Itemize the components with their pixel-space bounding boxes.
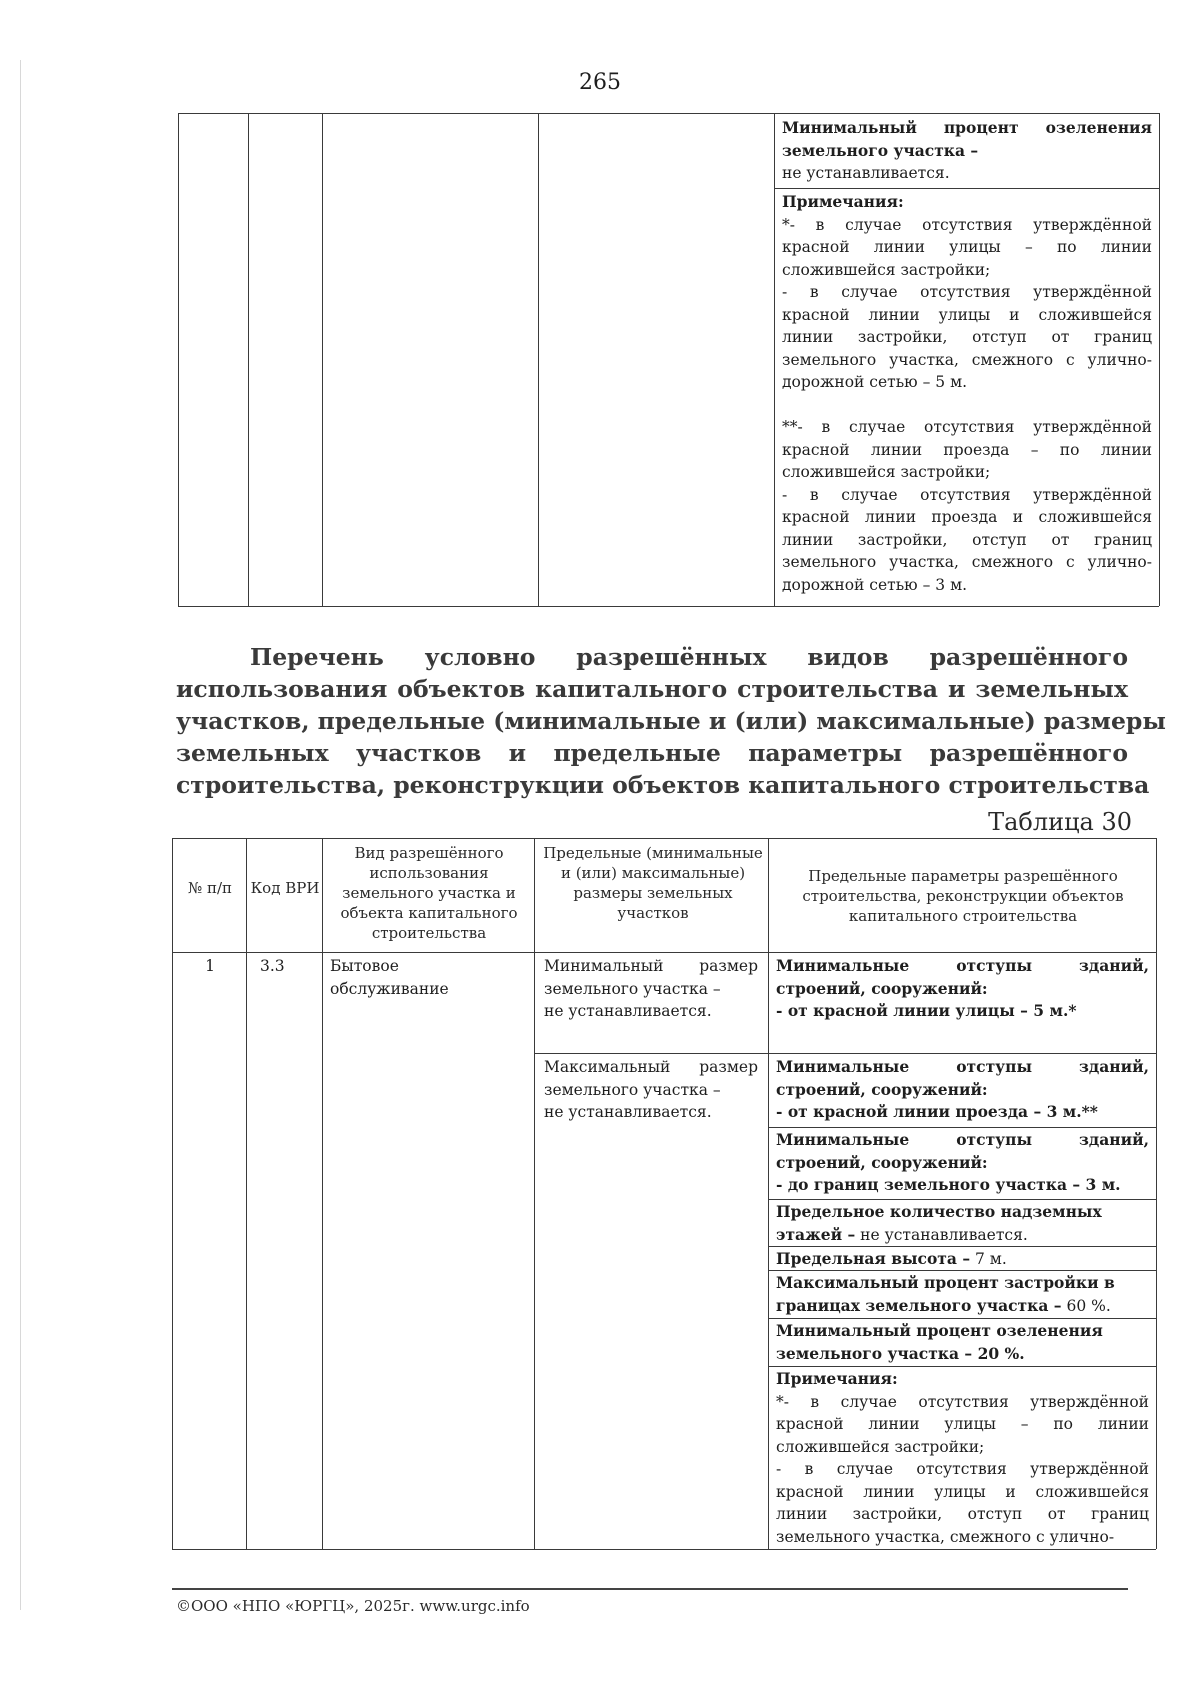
header-sizes: Предельные (минимальные и (или) максимальные) размеры земельных участков xyxy=(543,844,763,922)
min-size-value: не устанавливается. xyxy=(544,1002,712,1020)
note-line: сложившейся застройки; xyxy=(782,260,991,279)
top-notes-cell xyxy=(782,191,1152,596)
param-title: Максимальный процент застройки в границах земельного участка – xyxy=(776,1273,1115,1315)
param-setback-street xyxy=(776,955,1149,1023)
note-line: красной линии улицы – по линии xyxy=(776,1415,1149,1433)
note-line: сложившейся застройки; xyxy=(782,463,991,481)
row-code: 3.3 xyxy=(260,957,285,975)
footer-copyright: ©ООО «НПО «ЮРГЦ», 2025г. www.urgc.info xyxy=(176,1597,530,1615)
heading-line: Перечень условно разрешённых видов разрешённого xyxy=(250,643,1128,671)
header-params: Предельные параметры разрешённого строительства, реконструкции объектов капитального строительства xyxy=(802,867,1124,925)
note-line: - в случае отсутствия утверждённой xyxy=(776,1460,1149,1478)
footer-divider xyxy=(172,1588,1128,1590)
note-line: **- в случае отсутствия утверждённой xyxy=(782,418,1152,436)
green-percent-cell xyxy=(782,117,1152,185)
note-line: линии застройки, отступ от границ xyxy=(776,1505,1149,1523)
header-num: № п/п xyxy=(187,879,232,897)
param-value: - от красной линии улицы – 5 м.* xyxy=(776,1001,1077,1020)
param-value: 20 %. xyxy=(972,1343,1025,1363)
note-line: красной линии улицы и сложившейся xyxy=(782,305,1152,324)
green-percent-value: не устанавливается. xyxy=(782,164,950,182)
param-title: Минимальный процент озеленения земельного участка – xyxy=(776,1321,1103,1363)
param-value: 7 м. xyxy=(970,1250,1007,1268)
note-line: земельного участка, смежного с улично- xyxy=(782,553,1152,571)
row-notes-cell xyxy=(776,1368,1149,1548)
param-value: не устанавливается. xyxy=(855,1225,1028,1244)
section-heading xyxy=(176,641,1166,801)
heading-line: строительства, реконструкции объектов капитального строительства xyxy=(176,771,1150,799)
note-line: - в случае отсутствия утверждённой xyxy=(782,283,1152,301)
green-percent-title: Минимальный процент озеленения земельного участка – xyxy=(782,118,1152,160)
note-line: линии застройки, отступ от границ xyxy=(782,328,1152,346)
param-value: - от красной линии проезда – 3 м.** xyxy=(776,1102,1098,1121)
param-floors xyxy=(776,1201,1149,1246)
param-setback-border xyxy=(776,1129,1149,1197)
note-line: *- в случае отсутствия утверждённой xyxy=(782,215,1152,234)
param-title: Минимальные отступы зданий, строений, сооружений: xyxy=(776,956,1149,998)
note-line xyxy=(782,394,1152,417)
scan-edge-line xyxy=(20,60,21,1610)
top-notes-title: Примечания: xyxy=(782,192,904,211)
note-line: земельного участка, смежного с улично- xyxy=(782,350,1152,369)
table-number: Таблица 30 xyxy=(988,808,1132,836)
page-number: 265 xyxy=(579,70,621,95)
param-title: Предельная высота – xyxy=(776,1249,971,1268)
param-setback-driveway xyxy=(776,1056,1149,1124)
note-line: дорожной сетью – 5 м. xyxy=(782,373,968,391)
param-value: 60 %. xyxy=(1061,1296,1111,1315)
param-value: - до границ земельного участка – 3 м. xyxy=(776,1175,1121,1194)
note-line: красной линии улицы – по линии xyxy=(782,238,1152,256)
row-type: Бытовое обслуживание xyxy=(330,957,449,998)
note-line: - в случае отсутствия утверждённой xyxy=(782,485,1152,504)
max-size-title: Максимальный размер земельного участка – xyxy=(544,1058,758,1099)
param-title: Минимальные отступы зданий, строений, сооружений: xyxy=(776,1057,1149,1099)
row-num: 1 xyxy=(205,957,215,975)
header-code: Код ВРИ xyxy=(250,879,320,897)
note-line: земельного участка, смежного с улично- xyxy=(776,1527,1115,1546)
min-size-title: Минимальный размер земельного участка – xyxy=(544,957,758,998)
max-size-value: не устанавливается. xyxy=(544,1103,712,1121)
param-title: Предельное количество надземных этажей – xyxy=(776,1202,1102,1244)
param-title: Минимальные отступы зданий, строений, сооружений: xyxy=(776,1130,1149,1172)
note-line: сложившейся застройки; xyxy=(776,1437,985,1456)
param-coverage xyxy=(776,1272,1149,1317)
header-type: Вид разрешённого использования земельного участка и объекта капитального строительства xyxy=(340,844,518,942)
top-notes-lines xyxy=(782,214,1152,597)
note-line: красной линии проезда и сложившейся xyxy=(782,508,1152,526)
heading-line: использования объектов капитального строительства и земельных xyxy=(176,675,1128,703)
heading-line: участков, предельные (минимальные и (или) максимальные) размеры xyxy=(176,707,1166,735)
note-line: красной линии проезда – по линии xyxy=(782,440,1152,459)
max-size-cell xyxy=(544,1056,758,1124)
note-line: линии застройки, отступ от границ xyxy=(782,530,1152,549)
row-notes-title: Примечания: xyxy=(776,1369,898,1388)
param-greening xyxy=(776,1320,1149,1365)
note-line: красной линии улицы и сложившейся xyxy=(776,1482,1149,1501)
min-size-cell xyxy=(544,955,758,1023)
note-line: *- в случае отсутствия утверждённой xyxy=(776,1392,1149,1411)
note-line: дорожной сетью – 3 м. xyxy=(782,575,968,594)
param-height xyxy=(776,1248,1149,1271)
row-notes-lines xyxy=(776,1391,1149,1549)
heading-line: земельных участков и предельные параметры разрешённого xyxy=(176,739,1128,767)
